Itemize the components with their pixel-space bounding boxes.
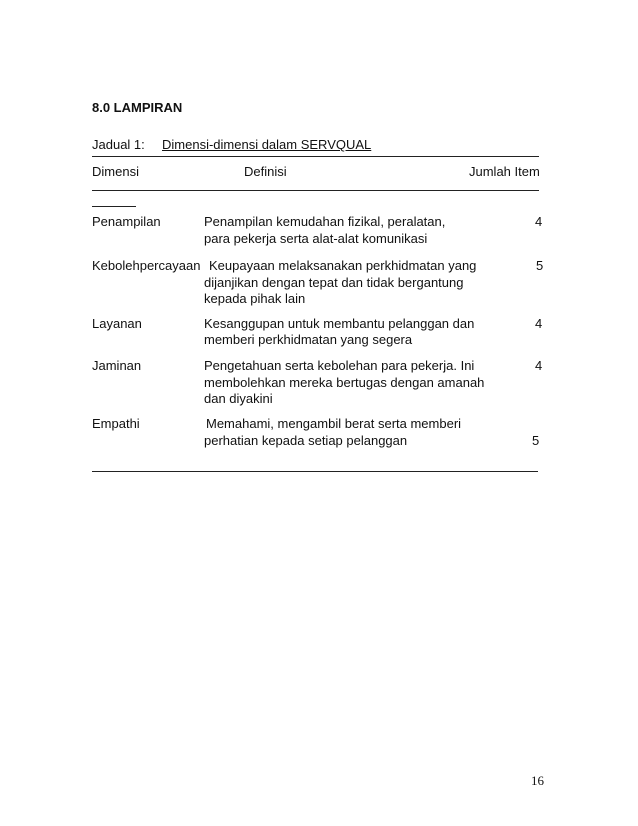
row-item-count: 4 xyxy=(535,214,543,229)
row-definition-line: kepada pihak lain xyxy=(204,291,306,306)
header-definisi: Definisi xyxy=(244,164,287,179)
table-caption-title: Dimensi-dimensi dalam SERVQUAL xyxy=(162,137,372,152)
header-rule-short xyxy=(92,206,136,207)
row-definition-line: Kesanggupan untuk membantu pelanggan dan xyxy=(204,316,475,331)
row-item-count: 4 xyxy=(535,316,543,331)
row-item-count: 5 xyxy=(532,433,540,448)
row-dimension: Empathi xyxy=(92,416,140,431)
row-definition-line: dan diyakini xyxy=(204,391,273,406)
row-definition-line: dijanjikan dengan tepat dan tidak bergantung xyxy=(204,275,464,290)
row-definition-line: membolehkan mereka bertugas dengan amanah xyxy=(204,375,485,390)
row-dimension: Jaminan xyxy=(92,358,142,373)
row-definition-line: perhatian kepada setiap pelanggan xyxy=(204,433,408,448)
row-definition-line: Penampilan kemudahan fizikal, peralatan, xyxy=(204,214,446,229)
section-heading: 8.0 LAMPIRAN xyxy=(92,100,183,115)
row-definition-line: memberi perkhidmatan yang segera xyxy=(204,332,413,347)
row-item-count: 4 xyxy=(535,358,543,373)
header-dimensi: Dimensi xyxy=(92,164,139,179)
row-dimension: Kebolehpercayaan xyxy=(92,258,201,273)
row-definition-line: Keupayaan melaksanakan perkhidmatan yang xyxy=(209,258,477,273)
row-definition-line: Memahami, mengambil berat serta memberi xyxy=(206,416,462,431)
row-dimension: Layanan xyxy=(92,316,142,331)
top-rule xyxy=(92,156,539,157)
header-jumlah-item: Jumlah Item xyxy=(469,164,540,179)
bottom-rule xyxy=(92,471,538,472)
header-rule xyxy=(92,190,539,191)
row-definition-line: para pekerja serta alat-alat komunikasi xyxy=(204,231,428,246)
row-dimension: Penampilan xyxy=(92,214,161,229)
page-number: 16 xyxy=(531,773,544,788)
row-definition-line: Pengetahuan serta kebolehan para pekerja. Ini xyxy=(204,358,475,373)
row-item-count: 5 xyxy=(536,258,544,273)
table-caption-label: Jadual 1: xyxy=(92,137,145,152)
